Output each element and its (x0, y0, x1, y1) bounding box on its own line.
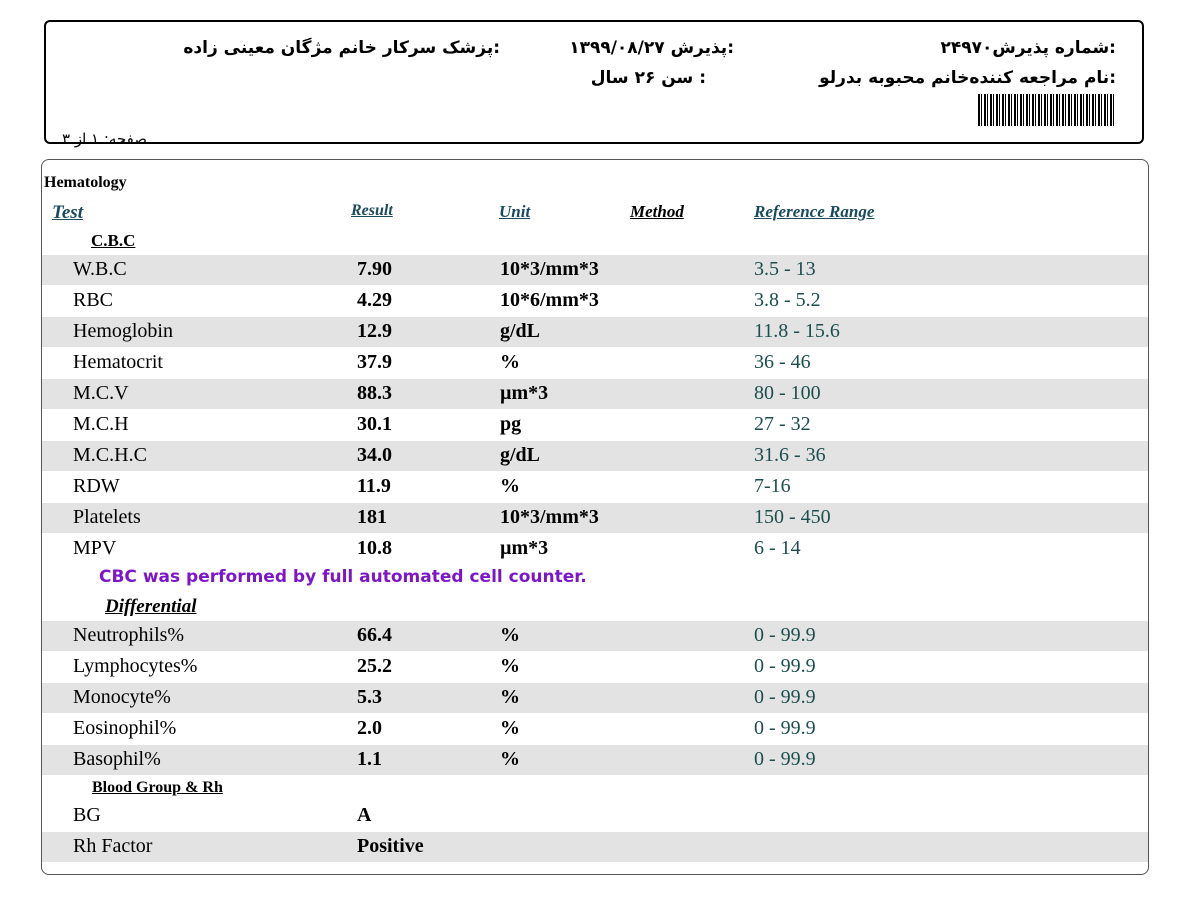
test-reference-range: 0 - 99.9 (754, 624, 816, 646)
test-reference-range: 27 - 32 (754, 413, 811, 435)
table-row (42, 379, 1148, 409)
test-reference-range: 150 - 450 (754, 506, 831, 528)
test-unit: 10*3/mm*3 (500, 258, 599, 280)
test-result: 25.2 (357, 655, 392, 677)
admission-date: :پذیرش ۱۳۹۹/۰۸/۲۷ (569, 38, 734, 58)
test-name: RDW (73, 475, 120, 497)
page-number: صفحه: ۱ از ۳ (62, 130, 147, 148)
test-result: 1.1 (357, 748, 382, 770)
test-result: 4.29 (357, 289, 392, 311)
table-row (42, 472, 1148, 502)
table-row (42, 255, 1148, 285)
table-row (42, 317, 1148, 347)
admission-number: :شماره پذیرش۲۴۹۷۰ (940, 38, 1116, 58)
test-name: Monocyte% (73, 686, 171, 708)
test-reference-range: 7-16 (754, 475, 791, 497)
test-reference-range: 0 - 99.9 (754, 686, 816, 708)
test-reference-range: 0 - 99.9 (754, 717, 816, 739)
test-reference-range: 36 - 46 (754, 351, 811, 373)
test-unit: % (500, 748, 520, 770)
test-name: MPV (73, 537, 117, 559)
test-name: W.B.C (73, 258, 127, 280)
test-name: BG (73, 804, 101, 826)
test-name: Lymphocytes% (73, 655, 198, 677)
test-name: Rh Factor (73, 835, 153, 857)
test-result: 11.9 (357, 475, 391, 497)
test-name: Hemoglobin (73, 320, 173, 342)
column-header-test: Test (52, 202, 83, 223)
test-unit: % (500, 475, 520, 497)
test-result: 181 (357, 506, 387, 528)
test-unit: % (500, 686, 520, 708)
test-reference-range: 3.8 - 5.2 (754, 289, 821, 311)
patient-age: : سن ۲۶ سال (590, 68, 706, 88)
cbc-method-note: CBC was performed by full automated cell counter. (99, 567, 587, 587)
test-unit: % (500, 655, 520, 677)
section-title: Hematology (44, 174, 127, 191)
table-row (42, 714, 1148, 744)
test-name: M.C.V (73, 382, 129, 404)
test-unit: % (500, 351, 520, 373)
test-reference-range: 3.5 - 13 (754, 258, 816, 280)
test-reference-range: 31.6 - 36 (754, 444, 826, 466)
test-unit: 10*6/mm*3 (500, 289, 599, 311)
differential-title: Differential (105, 596, 197, 617)
table-row (42, 410, 1148, 440)
test-result: 10.8 (357, 537, 392, 559)
table-row (42, 286, 1148, 316)
test-name: M.C.H (73, 413, 129, 435)
test-result: 66.4 (357, 624, 392, 646)
test-result: 34.0 (357, 444, 392, 466)
test-unit: 10*3/mm*3 (500, 506, 599, 528)
test-result: 7.90 (357, 258, 392, 280)
column-header-method: Method (630, 202, 684, 221)
test-unit: % (500, 717, 520, 739)
test-name: Platelets (73, 506, 141, 528)
table-row (42, 348, 1148, 378)
test-unit: µm*3 (500, 382, 549, 404)
test-name: M.C.H.C (73, 444, 147, 466)
test-reference-range: 0 - 99.9 (754, 655, 816, 677)
test-result: 88.3 (357, 382, 392, 404)
column-header-unit: Unit (499, 202, 531, 221)
test-name: Hematocrit (73, 351, 163, 373)
test-result: Positive (357, 835, 424, 857)
test-result: 37.9 (357, 351, 392, 373)
test-name: Neutrophils% (73, 624, 185, 646)
test-name: RBC (73, 289, 114, 311)
test-unit: g/dL (500, 444, 541, 466)
test-name: Eosinophil% (73, 717, 177, 739)
test-result: 2.0 (357, 717, 382, 739)
doctor-name: :پزشک سرکار خانم مژگان معینی زاده (183, 38, 500, 58)
patient-name: :نام مراجعه کننده‌خانم محبوبه بدرلو (819, 68, 1116, 88)
table-row (42, 801, 1148, 831)
patient-header (44, 20, 1144, 148)
table-row (42, 503, 1148, 533)
test-result: A (357, 804, 372, 826)
results-panel (41, 159, 1149, 875)
table-row (42, 745, 1148, 775)
table-row (42, 534, 1148, 564)
blood-group-title: Blood Group & Rh (92, 779, 223, 796)
test-reference-range: 6 - 14 (754, 537, 801, 559)
column-header-reference-range: Reference Range (754, 202, 875, 221)
column-header-result: Result (351, 202, 393, 219)
test-reference-range: 80 - 100 (754, 382, 821, 404)
test-reference-range: 0 - 99.9 (754, 748, 816, 770)
table-row (42, 441, 1148, 471)
test-result: 5.3 (357, 686, 382, 708)
test-unit: % (500, 624, 520, 646)
test-unit: pg (500, 413, 522, 435)
table-row (42, 621, 1148, 651)
table-row (42, 652, 1148, 682)
table-row (42, 832, 1148, 862)
test-reference-range: 11.8 - 15.6 (754, 320, 840, 342)
table-row (42, 683, 1148, 713)
test-result: 30.1 (357, 413, 392, 435)
test-result: 12.9 (357, 320, 392, 342)
barcode-icon (978, 94, 1114, 126)
test-name: Basophil% (73, 748, 161, 770)
test-unit: g/dL (500, 320, 541, 342)
cbc-title: C.B.C (91, 231, 136, 250)
test-unit: µm*3 (500, 537, 549, 559)
